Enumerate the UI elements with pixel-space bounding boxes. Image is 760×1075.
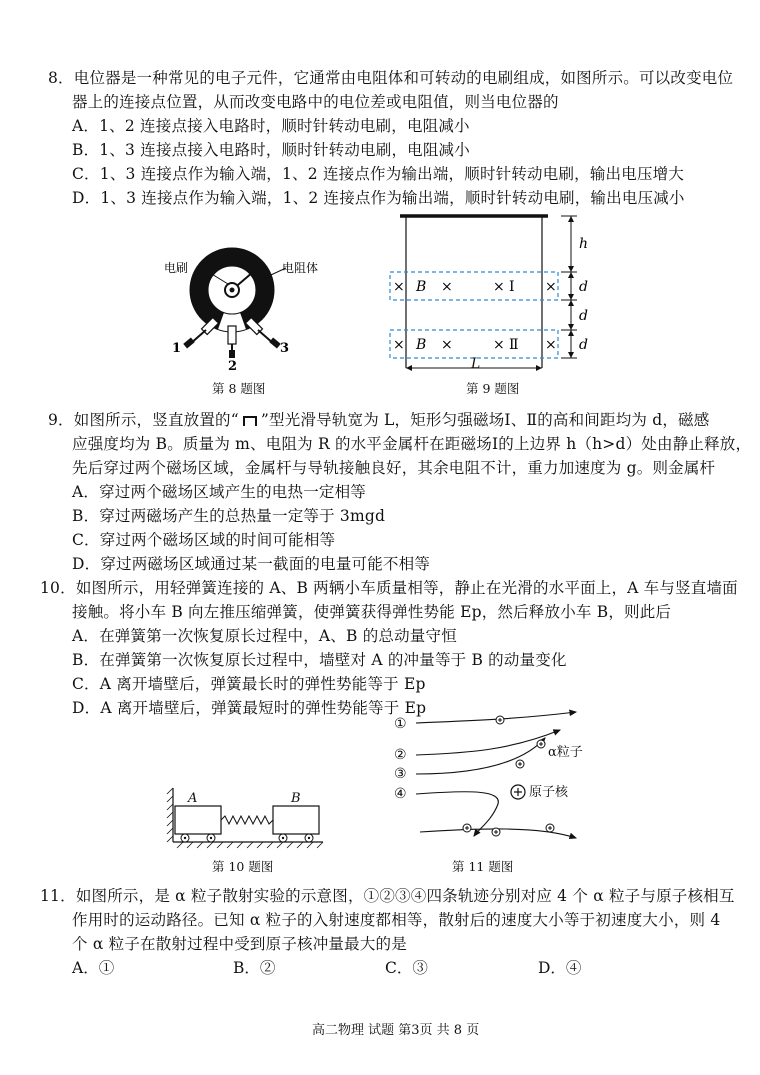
cart-a xyxy=(175,806,221,834)
alpha-particle-label: α粒子 xyxy=(548,745,583,760)
field-b-label-1: B xyxy=(416,279,427,295)
q8-stem-line-2: 器上的连接点位置，从而改变电路中的电位差或电阻值，则当电位器的 xyxy=(72,93,559,111)
svg-text:×: × xyxy=(493,279,505,295)
rail-shape-icon xyxy=(243,416,257,426)
q9-option-c: C．穿过两个磁场区域的时间可能相等 xyxy=(72,531,336,549)
q9-stem-line-3: 先后穿过两个磁场区域，金属杆与导轨接触良好，其余电阻不计，重力加速度为 g。则金属杆 xyxy=(72,459,716,477)
page-footer: 高二物理 试题 第3页 共 8 页 xyxy=(312,1023,480,1038)
height-d-label-2: d xyxy=(579,337,588,353)
potentiometer-figure xyxy=(150,240,319,380)
figure-10-caption: 第 10 题图 xyxy=(212,859,274,874)
resistor-body-label: 电阻体 xyxy=(282,261,319,275)
q9-stem-line-1: 9．如图所示，竖直放置的“ ”型光滑导轨宽为 L，矩形匀强磁场Ⅰ、Ⅱ的高和间距均为 d，磁感 xyxy=(48,411,710,429)
svg-text:×: × xyxy=(441,337,453,353)
region-1-label: Ⅰ xyxy=(509,279,515,295)
track-3 xyxy=(416,738,545,774)
cart-b xyxy=(273,806,319,834)
q11-stem-line-2: 作用时的运动路径。已知 α 粒子的入射速度都相等，散射后的速度大小等于初速度大小，则 4 xyxy=(72,911,721,929)
q10-stem-line-1: 10．如图所示，用轻弹簧连接的 A、B 两辆小车质量相等，静止在光滑的水平面上，A 车与竖直墙面 xyxy=(40,579,738,597)
q8-option-a: A．1、2 连接点接入电路时，顺时针转动电刷，电阻减小 xyxy=(72,117,470,135)
terminal-3-label: 3 xyxy=(280,341,290,356)
q10-option-d: D．A 离开墙壁后，弹簧最短时的弹性势能等于 Ep xyxy=(72,699,427,717)
track-2-label: ② xyxy=(394,747,407,763)
track-4-label: ④ xyxy=(394,786,407,802)
svg-text:×: × xyxy=(393,279,405,295)
q9-option-d: D．穿过两磁场区域通过某一截面的电量可能不相等 xyxy=(72,555,431,573)
q11-stem-line-1: 11．如图所示，是 α 粒子散射实验的示意图，①②③④四条轨迹分别对应 4 个 α 粒子与原子核相互 xyxy=(40,887,735,905)
svg-text:×: × xyxy=(493,337,505,353)
cart-b-label: B xyxy=(291,791,301,806)
svg-text:×: × xyxy=(545,337,557,353)
width-l-label: L xyxy=(471,356,481,372)
height-d-label-1: d xyxy=(579,279,588,295)
q10-option-b: B．在弹簧第一次恢复原长过程中，墙壁对 A 的冲量等于 B 的动量变化 xyxy=(72,651,567,669)
q11-option-c: C．③ xyxy=(385,959,428,977)
q10-stem-line-2: 接触。将小车 B 向左推压缩弹簧，使弹簧获得弹性势能 Ep，然后释放小车 B，则此后 xyxy=(72,603,672,621)
track-3-label: ③ xyxy=(394,766,407,782)
figure-11-caption: 第 11 题图 xyxy=(452,859,514,874)
svg-text:×: × xyxy=(545,279,557,295)
q9-stem-line-2: 应强度均为 B。质量为 m、电阻为 R 的水平金属杆在距磁场Ⅰ的上边界 h（h>d）处由静止释放， xyxy=(72,435,752,453)
brush-label: 电刷 xyxy=(164,261,189,275)
q9-option-a: A．穿过两个磁场区域产生的电热一定相等 xyxy=(72,483,366,501)
carts-spring-figure xyxy=(165,786,325,856)
height-h-label: h xyxy=(579,236,589,252)
q11-option-d: D．④ xyxy=(538,959,582,977)
q11-stem-line-3: 个 α 粒子在散射过程中受到原子核冲量最大的是 xyxy=(72,935,407,953)
q8-stem-line-1: 8．电位器是一种常见的电子元件，它通常由电阻体和可转动的电刷组成，如图所示。可以改变电位 xyxy=(48,69,734,87)
nucleus-label: 原子核 xyxy=(529,785,569,800)
q8-option-d: D．1、3 连接点作为输入端，1、2 连接点作为输出端，顺时针转动电刷，输出电压减小 xyxy=(72,189,685,207)
cart-a-label: A xyxy=(188,791,198,806)
q10-option-c: C．A 离开墙壁后，弹簧最长时的弹性势能等于 Ep xyxy=(72,675,426,693)
figure-8-caption: 第 8 题图 xyxy=(212,381,266,396)
q11-option-a: A．① xyxy=(72,959,115,977)
track-1-label: ① xyxy=(394,716,407,732)
q10-option-a: A．在弹簧第一次恢复原长过程中，A、B 的总动量守恒 xyxy=(72,627,457,645)
svg-text:×: × xyxy=(393,337,405,353)
terminal-2-label: 2 xyxy=(228,359,238,374)
region-2-label: Ⅱ xyxy=(509,337,519,353)
spring xyxy=(221,816,273,824)
q9-option-b: B．穿过两磁场产生的总热量一定等于 3mgd xyxy=(72,507,386,525)
q11-option-b: B．② xyxy=(233,959,276,977)
gap-d-label: d xyxy=(579,308,588,324)
figure-9-caption: 第 9 题图 xyxy=(466,381,520,396)
q8-option-b: B．1、3 连接点接入电路时，顺时针转动电刷，电阻减小 xyxy=(72,141,470,159)
alpha-scattering-figure xyxy=(390,708,590,856)
magnetic-field-figure xyxy=(385,210,605,380)
terminal-1-label: 1 xyxy=(172,341,182,356)
q8-option-c: C．1、3 连接点作为输入端，1、2 连接点作为输出端，顺时针转动电刷，输出电压增大 xyxy=(72,165,685,183)
field-b-label-2: B xyxy=(416,337,427,353)
svg-text:×: × xyxy=(441,279,453,295)
